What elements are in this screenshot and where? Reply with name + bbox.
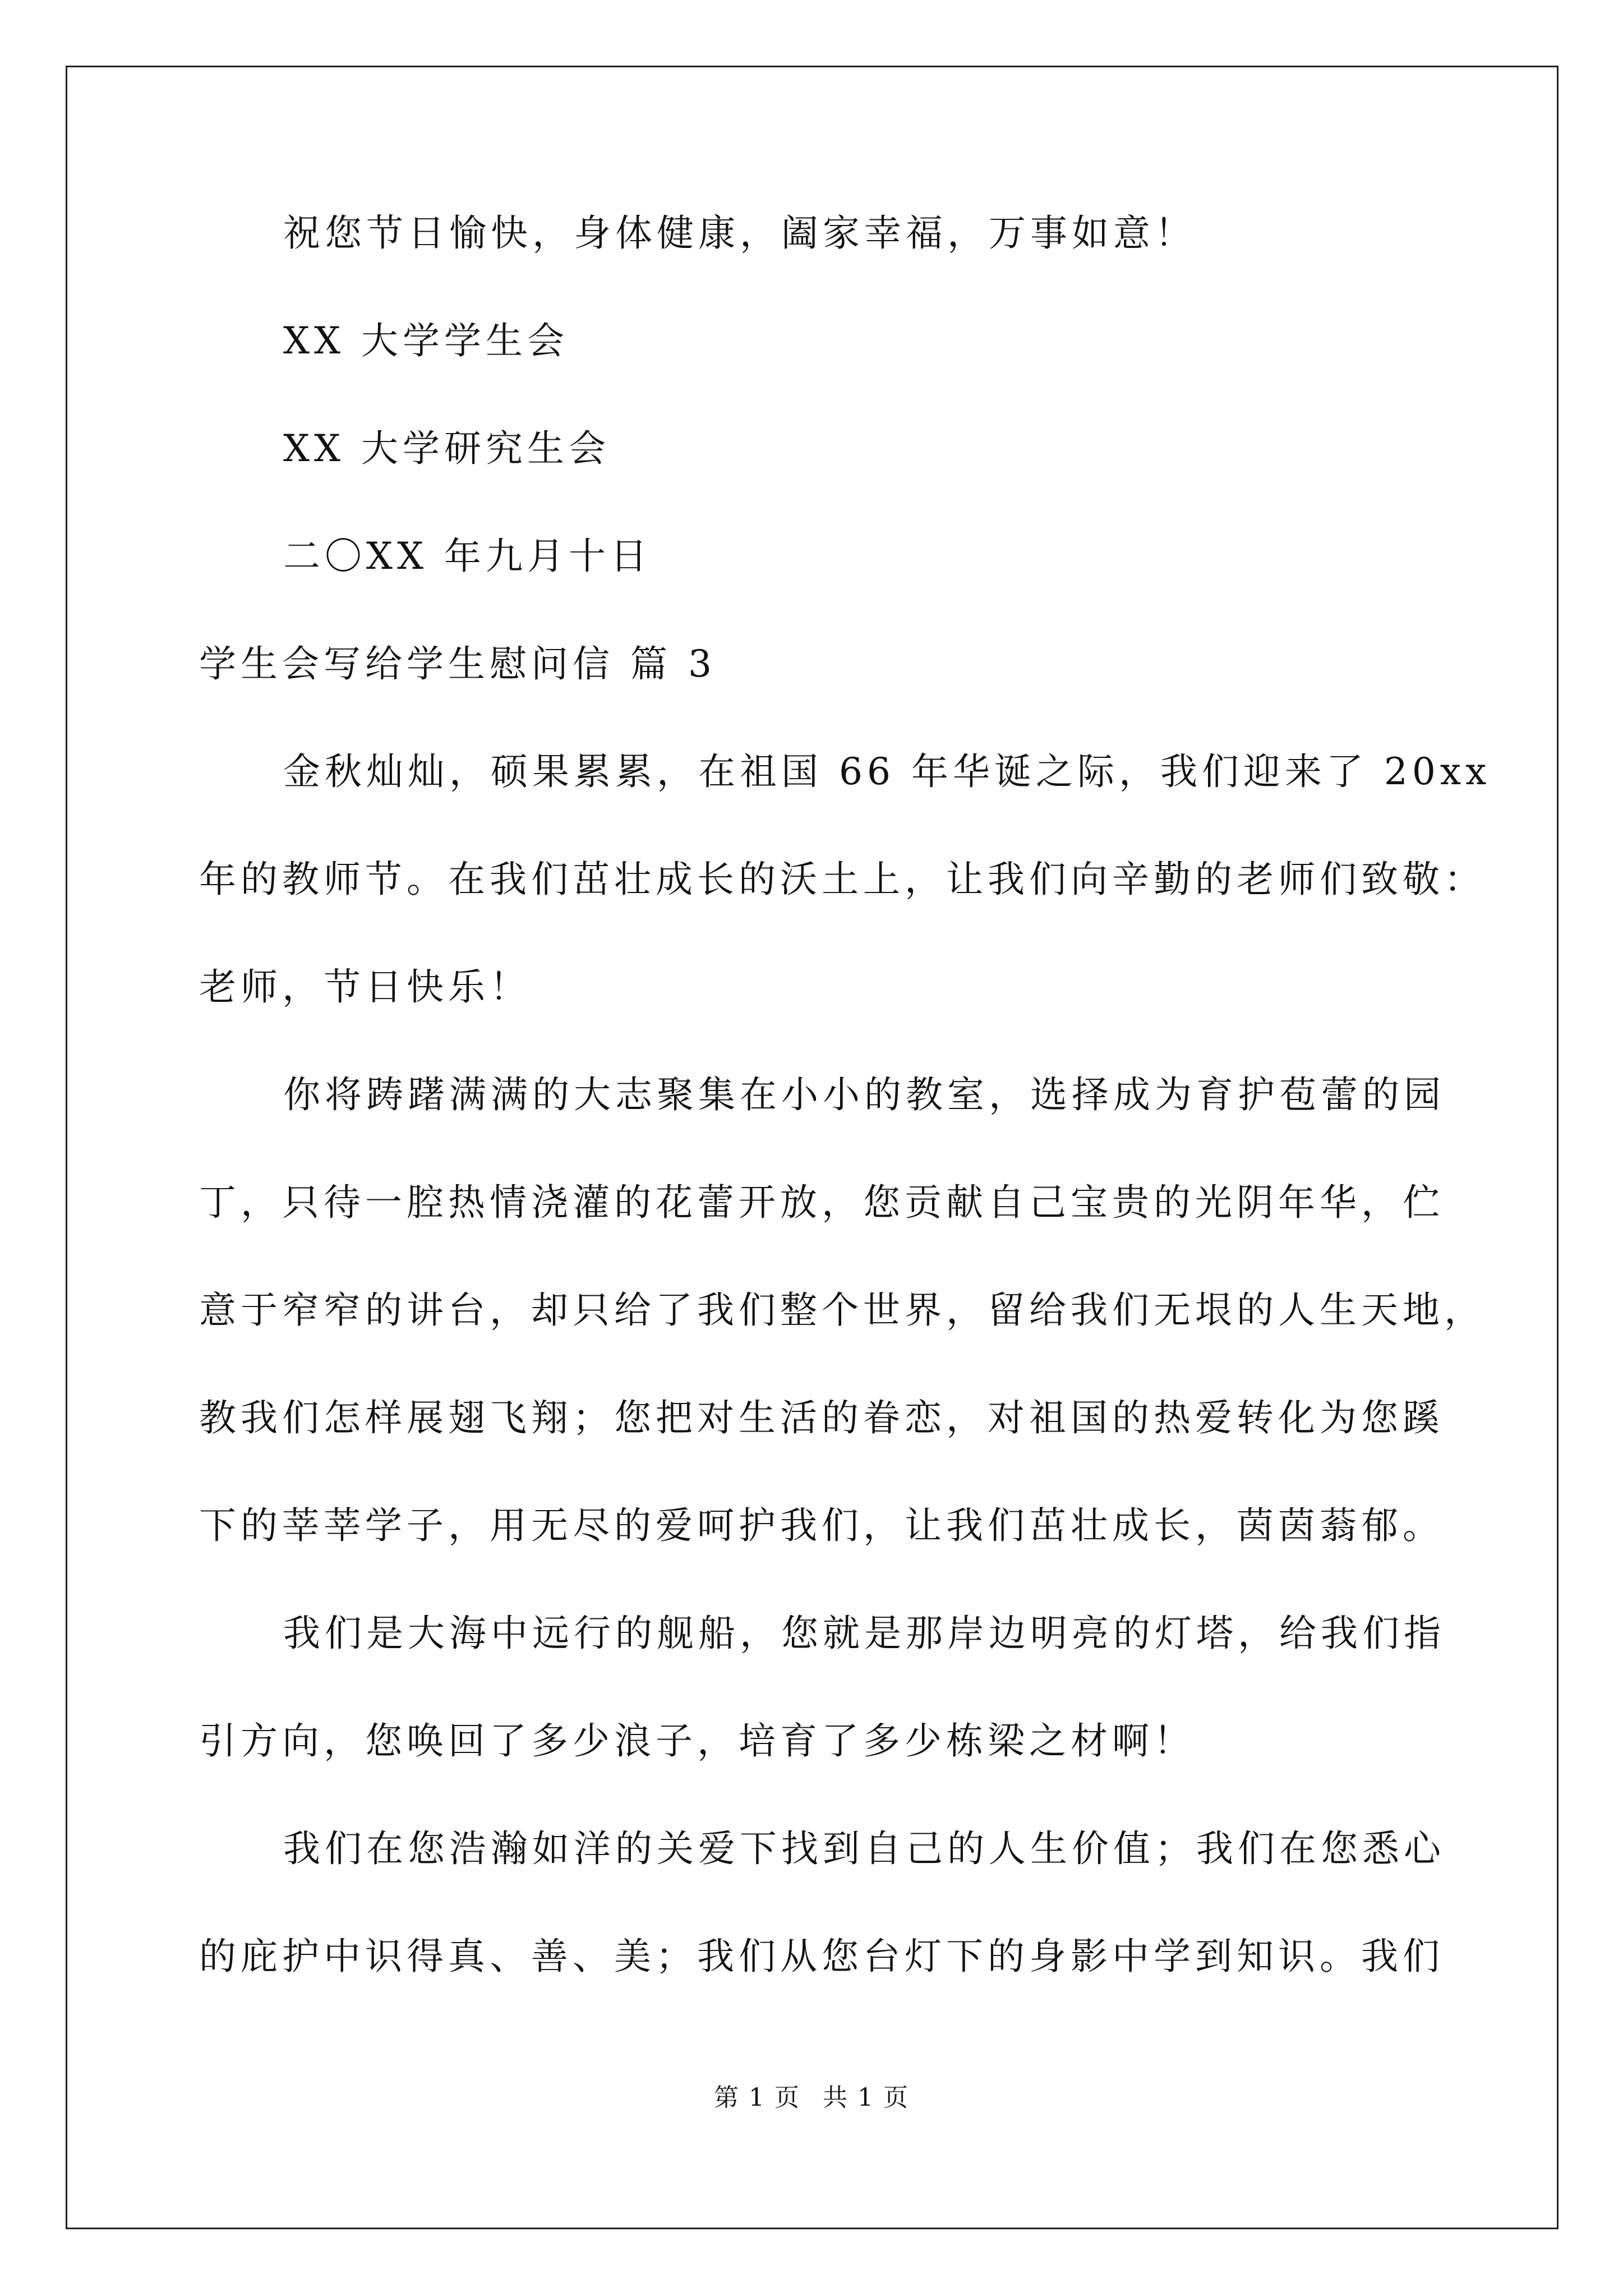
letter-date: 二〇XX 年九月十日 [283, 535, 652, 578]
paragraph-line: 年的教师节。在我们茁壮成长的沃土上，让我们向辛勤的老师们致敬： [199, 858, 1486, 901]
paragraph-line: 教我们怎样展翅飞翔；您把对生活的眷恋，对祖国的热爱转化为您蹊 [199, 1396, 1444, 1439]
document-body [199, 211, 1491, 1978]
paragraph-line: 引方向，您唤回了多少浪子，培育了多少栋梁之材啊！ [199, 1719, 1195, 1763]
paragraph-line: 金秋灿灿，硕果累累，在祖国 66 年华诞之际，我们迎来了 20xx [283, 750, 1491, 793]
paragraph-line: 意于窄窄的讲台，却只给了我们整个世界，留给我们无垠的人生天地， [199, 1289, 1486, 1332]
paragraph-line: 下的莘莘学子，用无尽的爱呵护我们，让我们茁壮成长，茵茵蓊郁。 [199, 1504, 1444, 1547]
closing-wishes: 祝您节日愉快，身体健康，阖家幸福，万事如意！ [283, 211, 1196, 255]
paragraph-line: 的庇护中识得真、善、美；我们从您台灯下的身影中学到知识。我们 [199, 1935, 1444, 1978]
section-heading: 学生会写给学生慰问信 篇 3 [199, 642, 716, 685]
paragraph-line: 你将踌躇满满的大志聚集在小小的教室，选择成为育护苞蕾的园 [283, 1073, 1445, 1116]
paragraph-line: 丁，只待一腔热情浇灌的花蕾开放，您贡献自己宝贵的光阴年华，伫 [199, 1181, 1444, 1224]
page-number: 第 1 页 [714, 2083, 800, 2112]
signature-graduate-union: XX 大学研究生会 [283, 427, 610, 470]
paragraph-line: 我们在您浩瀚如洋的关爱下找到自己的人生价值；我们在您悉心 [283, 1827, 1445, 1870]
paragraph-line: 我们是大海中远行的舰船，您就是那岸边明亮的灯塔，给我们指 [283, 1612, 1445, 1655]
page-count: 共 1 页 [823, 2083, 909, 2112]
paragraph-line: 老师，节日快乐！ [199, 965, 531, 1009]
page-footer [0, 2083, 1623, 2112]
signature-student-union: XX 大学学生会 [283, 319, 569, 362]
